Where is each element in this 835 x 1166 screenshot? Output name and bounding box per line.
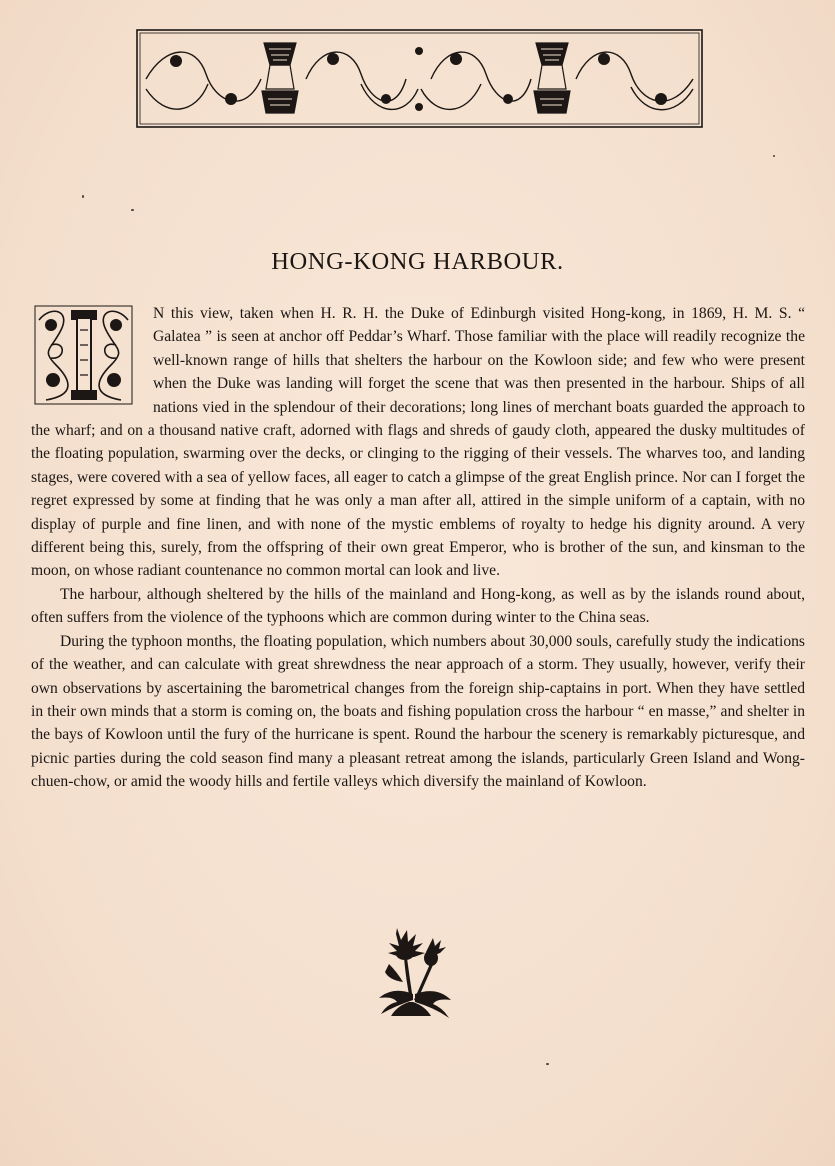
- paragraph-3: During the typhoon months, the floating population, which numbers about 30,000 souls, carefully study the indications of the weather, and can calculate with great shrewdness the near approach of a storm. They usually, however, verify their own observations by ascertaining the barometrical changes from the foreign ship-captains in port. When they have settled in their own minds that a storm is coming on, the boats and fishing population cross the harbour “ en masse,” and shelter in the bays of Kowloon until the fury of the hurricane is spent. Round the harbour the scenery is remarkably picturesque, and picnic parties during the cold season find many a pleasant retreat among the islands, particularly Green Island and Wong-chuen-chow, or amid the woody hills and fertile valleys which diversify the mainland of Kowloon.: [31, 632, 805, 791]
- decorative-headpiece: [136, 29, 703, 128]
- paper-speck: [773, 155, 775, 157]
- page-title: HONG-KONG HARBOUR.: [271, 248, 564, 275]
- paragraph-1: N this view, taken when H. R. H. the Duke of Edinburgh visited Hong-kong, in 1869, H. M. S. “ Galatea ” is seen at anchor off Peddar’s Wharf. Those familiar with the place will readily recognize the well-known range of hills that shelters the harbour on the Kowloon side; and few who were present when the Duke was landing will forget the scene that was then presented in the harbour. Ships of all nations vied in the splendour of their decorations; long lines of merchant boats guarded the approach to the wharf; and on a thousand native craft, adorned with flags and shreds of gaudy cloth, appeared the dusky multitudes of the floating population, swarming over the decks, or clinging to the rigging of their vessels. The wharves too, and landing stages, were covered with a sea of yellow faces, all eager to catch a glimpse of the great English prince. Nor can I forget the regret expressed by some at finding that he was only a man after all, attired in the simple uniform of a captain, with no display of purple and fine linen, and with none of the mystic emblems of royalty to hedge his dignity around. A very different being this, surely, from the offspring of their own great Emperor, who is brother of the sun, and kinsman to the moon, on whose radiant countenance no common mortal can look and live.: [31, 305, 805, 580]
- paragraph-2: The harbour, although sheltered by the hills of the mainland and Hong-kong, as well as by the islands round about, often suffers from the violence of the typhoons which are common during winter to the China seas.: [31, 585, 805, 627]
- thistle-tailpiece-icon: [369, 924, 461, 1020]
- paper-speck: [546, 1063, 549, 1065]
- article-body: [31, 302, 805, 794]
- paper-speck: [82, 195, 84, 198]
- paper-speck: [131, 209, 134, 211]
